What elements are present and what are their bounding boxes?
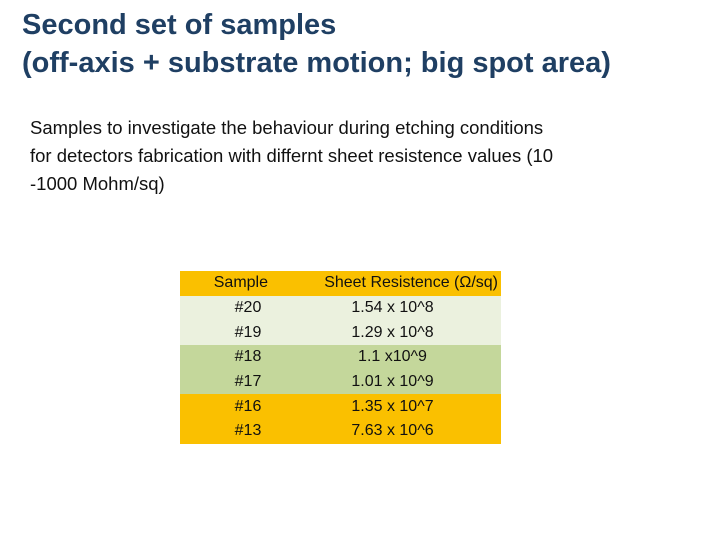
sample-cell: #18 <box>234 348 262 366</box>
table-header-row <box>180 271 501 296</box>
resistance-cell: 1.35 x 10^7 <box>351 397 434 415</box>
table-row <box>180 345 501 370</box>
sample-cell: #16 <box>234 397 262 415</box>
column-header-resistance: Sheet Resistence (Ω/sq) <box>324 274 498 292</box>
sample-cell: #13 <box>234 422 262 440</box>
description-paragraph <box>30 114 680 198</box>
resistance-cell: 1.1 x10^9 <box>358 348 427 366</box>
resistance-cell: 7.63 x 10^6 <box>351 422 434 440</box>
table-row <box>180 419 501 444</box>
resistance-cell: 1.29 x 10^8 <box>351 323 434 341</box>
resistance-cell: 1.01 x 10^9 <box>351 373 434 391</box>
table-row <box>180 296 501 321</box>
column-header-sample: Sample <box>213 274 268 292</box>
sample-cell: #17 <box>234 373 262 391</box>
slide-title-line-1: Second set of samples <box>22 9 337 41</box>
table-row <box>180 370 501 395</box>
table-row <box>180 320 501 345</box>
slide-title-line-2: (off-axis + substrate motion; big spot area) <box>22 47 611 79</box>
description-line-3: -1000 Mohm/sq) <box>30 173 165 194</box>
sample-cell: #20 <box>234 299 262 317</box>
samples-table <box>180 271 501 444</box>
description-line-1: Samples to investigate the behaviour during etching conditions <box>30 117 544 138</box>
table-row <box>180 394 501 419</box>
resistance-cell: 1.54 x 10^8 <box>351 299 434 317</box>
slide-title <box>22 6 712 82</box>
description-line-2: for detectors fabrication with differnt sheet resistence values (10 <box>30 145 554 166</box>
sample-cell: #19 <box>234 323 262 341</box>
table-body <box>180 296 501 444</box>
